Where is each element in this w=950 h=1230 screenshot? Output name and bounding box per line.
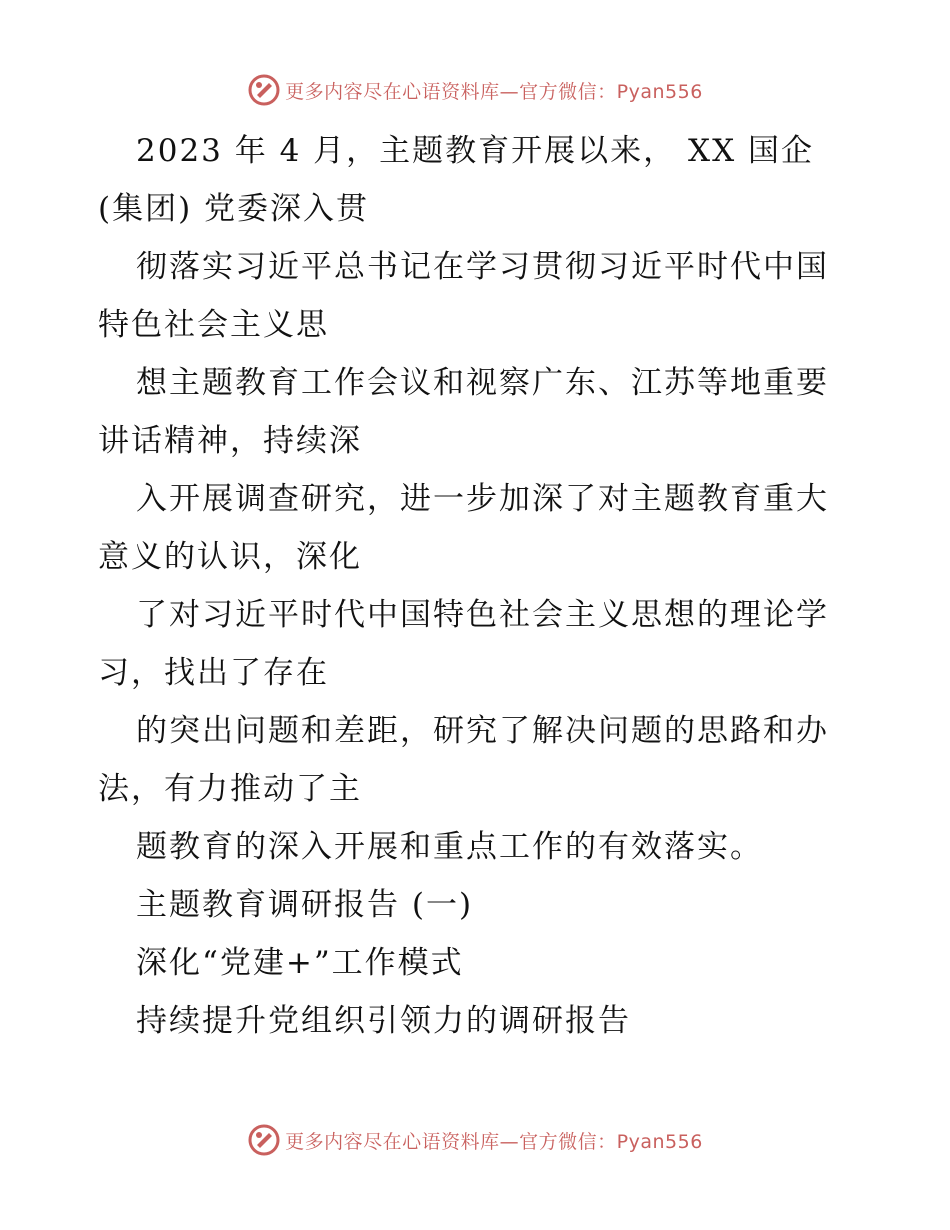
text-line: 了对习近平时代中国特色社会主义思想的理论学 [136, 597, 829, 633]
text-line: 彻落实习近平总书记在学习贯彻习近平时代中国 [136, 249, 829, 285]
text-line: 法，有力推动了主 [98, 771, 362, 807]
seal-logo-icon [247, 73, 281, 107]
seal-logo-icon [247, 1123, 281, 1157]
footer-banner [0, 1120, 950, 1160]
text-line: 想主题教育工作会议和视察广东、江苏等地重要 [136, 365, 829, 401]
text-line: 特色社会主义思 [98, 307, 329, 343]
header-banner [0, 70, 950, 110]
text-line: 的突出问题和差距，研究了解决问题的思路和办 [136, 713, 829, 749]
text-line: 讲话精神，持续深 [98, 423, 362, 459]
header-banner-text: 更多内容尽在心语资料库—官方微信：Pyan556 [285, 80, 703, 103]
section-title-line: 深化“党建+”工作模式 [136, 945, 464, 981]
text-line: 入开展调查研究，进一步加深了对主题教育重大 [136, 481, 829, 517]
text-line: 习，找出了存在 [98, 655, 329, 691]
section-title-line: 持续提升党组织引领力的调研报告 [136, 1003, 631, 1039]
text-line: (集团) 党委深入贯 [98, 191, 370, 227]
document-body [98, 122, 858, 1050]
text-line: 题教育的深入开展和重点工作的有效落实。 [136, 829, 763, 865]
section-title-line: 主题教育调研报告 (一) [136, 887, 474, 923]
text-line: 2023 年 4 月，主题教育开展以来， XX 国企 [136, 133, 815, 169]
text-line: 意义的认识，深化 [98, 539, 362, 575]
footer-banner-text: 更多内容尽在心语资料库—官方微信：Pyan556 [285, 1130, 703, 1153]
